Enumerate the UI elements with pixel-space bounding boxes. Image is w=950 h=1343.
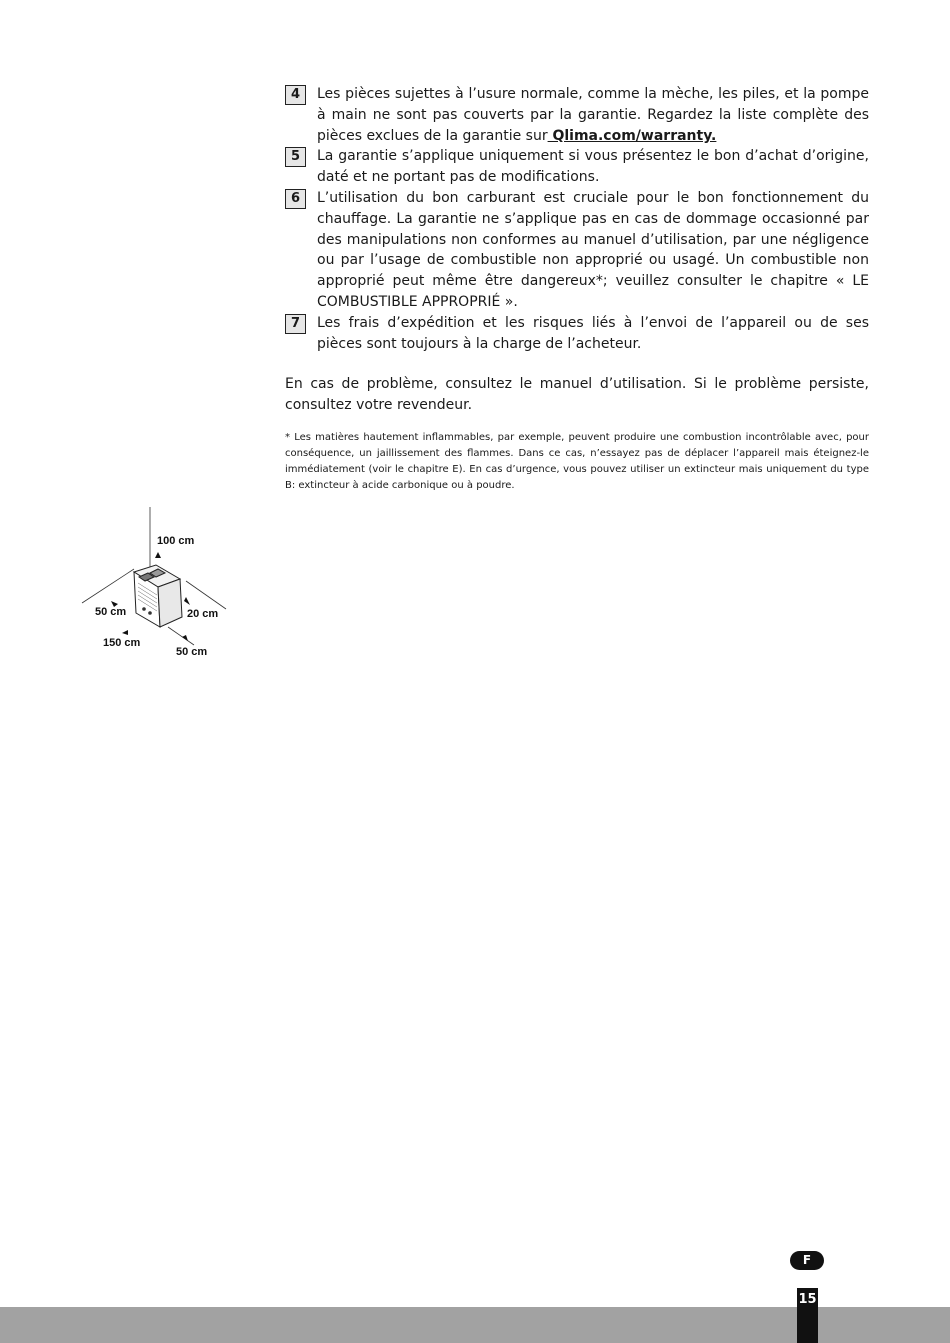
clearance-right-label: 20 cm bbox=[187, 608, 219, 620]
clearance-left-label: 50 cm bbox=[95, 606, 127, 618]
clearance-top-label: 100 cm bbox=[157, 535, 195, 547]
clearance-diagram bbox=[78, 505, 228, 665]
clearance-front-right-label: 50 cm bbox=[176, 646, 208, 658]
footnote: * Les matières hautement inflammables, par exemple, peuvent produire une combustion incontrôlable avec, pour conséquence, un jaillissement des flammes. Dans ce cas, n’essayez pas de déplacer l’appareil mais éteignez-le immédiatement (voir le chapitre E). En cas d’urgence, vous pouvez utiliser un extincteur mais uniquement du type B: extincteur à acide carbonique ou à poudre. bbox=[285, 432, 869, 491]
warranty-item bbox=[285, 313, 869, 355]
problem-paragraph: En cas de problème, consultez le manuel d’utilisation. Si le problème persiste, consultez votre revendeur. bbox=[285, 376, 869, 413]
item-number: 7 bbox=[285, 314, 306, 334]
clearance-front-label: 150 cm bbox=[103, 637, 141, 649]
warranty-item bbox=[285, 146, 869, 188]
item-number: 5 bbox=[285, 147, 306, 167]
item-text: Les pièces sujettes à l’usure normale, comme la mèche, les piles, et la pompe à main ne sont pas couverts par la garantie. Regardez la liste complète des pièces exclues de la garantie sur bbox=[317, 86, 869, 144]
item-number: 6 bbox=[285, 189, 306, 209]
heater-clearance-illustration bbox=[78, 505, 228, 665]
item-text: La garantie s’applique uniquement si vous présentez le bon d’achat d’origine, daté et ne portant pas de modifications. bbox=[317, 148, 869, 186]
item-number: 4 bbox=[285, 85, 306, 105]
warranty-link[interactable]: Qlima.com/warranty. bbox=[547, 127, 717, 144]
warranty-item bbox=[285, 188, 869, 313]
language-badge: F bbox=[790, 1251, 824, 1270]
warranty-item bbox=[285, 84, 869, 146]
item-text: Les frais d’expédition et les risques liés à l’envoi de l’appareil ou de ses pièces sont toujours à la charge de l’acheteur. bbox=[317, 314, 869, 352]
warranty-items bbox=[285, 84, 869, 354]
page-number: 15 bbox=[797, 1288, 818, 1343]
item-text: L’utilisation du bon carburant est cruciale pour le bon fonctionnement du chauffage. La garantie ne s’applique pas en cas de dommage occasionné par des manipulations non conformes au manuel d’utilisation, par une négligence ou par l’usage de combustible non approprié ou usagé. Un combustible non approprié peut même être dangereux*; veuillez consulter le chapitre « LE COMBUSTIBLE APPROPRIÉ ». bbox=[317, 189, 869, 310]
